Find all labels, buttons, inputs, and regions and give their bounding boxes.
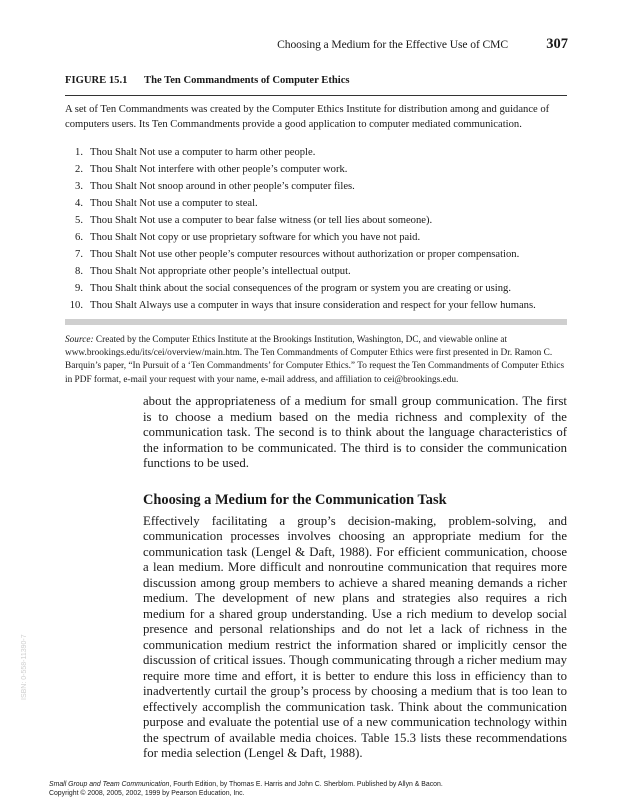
- figure-bottom-bar: [65, 319, 567, 325]
- commandments-list: [65, 144, 567, 314]
- source-text: Created by the Computer Ethics Institute at the Brookings Institution, Washington, DC, and viewable online at www.brookings.edu/its/cei/overview/main.htm. The Ten Commandments of Computer Ethics were first presented in Dr. Ramon C. Barquin’s paper, “In Pursuit of a ‘Ten Commandments’ for Computer Ethics.” To request the Ten Commandments of Computer Ethics in PDF format, e-mail your request with your name, e-mail address, and affiliation to cei@brookings.edu.: [65, 335, 565, 385]
- figure-source: [65, 334, 567, 387]
- item-number: 9.: [75, 283, 83, 294]
- item-text: Thou Shalt Not use a computer to harm other people.: [90, 147, 316, 158]
- section-heading: Choosing a Medium for the Communication Task: [143, 491, 447, 508]
- list-item: [65, 263, 567, 280]
- page-number: 307: [546, 36, 568, 52]
- item-number: 4.: [75, 198, 83, 209]
- body-text: [143, 394, 567, 762]
- item-text: Thou Shalt Not snoop around in other people’s computer files.: [90, 181, 355, 192]
- page-footer: [49, 780, 443, 798]
- list-item: [65, 178, 567, 195]
- item-number: 5.: [75, 215, 83, 226]
- footer-publication: , Fourth Edition, by Thomas E. Harris and John C. Sherblom. Published by Allyn & Bacon.: [169, 781, 443, 788]
- item-number: 2.: [75, 164, 83, 175]
- item-text: Thou Shalt think about the social consequences of the program or system you are creating or using.: [90, 283, 511, 294]
- list-item: [65, 246, 567, 263]
- item-text: Thou Shalt Not interfere with other people’s computer work.: [90, 164, 348, 175]
- section-paragraph: Effectively facilitating a group’s decision-making, problem-solving, and communication processes involves choosing an appropriate medium for the communication task (Lengel & Daft, 1988). For efficient communication, choose a lean medium. More difficult and nonroutine communication that requires more discussion among group members to achieve a shared meaning demands a richer medium. The development of new plans and strategies also requires a rich medium for a shared group understanding. Use a rich medium to develop social presence and personal relationships and do not let a lack of richness in the communication medium restrict the information shared or implicitly censor the discussion of critical issues. Though communicating through a richer medium may require more time and effort, it is better to endure this loss in efficiency than to inadvertently curtail the group’s process by choosing a medium that is too lean to effectively accomplish the communication task. Think about the communication purpose and evaluate the potential use of a new communication technology within the spectrum of available media choices. Table 15.3 lists these recommendations for media selection (Lengel & Daft, 1988).: [143, 513, 567, 760]
- list-item: [65, 212, 567, 229]
- item-number: 7.: [75, 249, 83, 260]
- list-item: [65, 195, 567, 212]
- figure-rule: [65, 95, 567, 96]
- list-item: [65, 297, 567, 314]
- item-text: Thou Shalt Not use a computer to bear false witness (or tell lies about someone).: [90, 215, 433, 226]
- intro-paragraph: about the appropriateness of a medium for small group communication. The first is to choose a medium based on the media richness and complexity of the communication task. The second is to think about the language characteristics of the information to be communicated. The third is to consider the communication functions to be used.: [143, 394, 567, 470]
- isbn-watermark: ISBN: 0-558-11390-7: [21, 634, 28, 700]
- figure-number: FIGURE 15.1: [65, 75, 128, 86]
- item-number: 10.: [69, 300, 83, 311]
- item-number: 1.: [75, 147, 83, 158]
- figure-caption: [65, 75, 567, 91]
- item-text: Thou Shalt Not appropriate other people’s intellectual output.: [90, 266, 351, 277]
- footer-line-1: [49, 780, 443, 789]
- figure-intro: A set of Ten Commandments was created by the Computer Ethics Institute for distribution among and guidance of computers users. Its Ten Commandments provide a good application to computer mediated communication.: [65, 104, 550, 130]
- figure-title: The Ten Commandments of Computer Ethics: [144, 75, 350, 86]
- item-text: Thou Shalt Not use other people’s computer resources without authorization or proper compensation.: [90, 249, 520, 260]
- running-head: [0, 36, 568, 54]
- item-number: 3.: [75, 181, 83, 192]
- source-label: Source:: [65, 335, 94, 345]
- list-item: [65, 144, 567, 161]
- item-text: Thou Shalt Not copy or use proprietary software for which you have not paid.: [90, 232, 421, 243]
- item-text: Thou Shalt Always use a computer in ways that insure consideration and respect for your fellow humans.: [90, 300, 536, 311]
- book-title: Small Group and Team Communication: [49, 781, 170, 788]
- item-number: 6.: [75, 232, 83, 243]
- list-item: [65, 161, 567, 178]
- item-text: Thou Shalt Not use a computer to steal.: [90, 198, 258, 209]
- list-item: [65, 280, 567, 297]
- item-number: 8.: [75, 266, 83, 277]
- running-head-title: Choosing a Medium for the Effective Use of CMC: [277, 38, 508, 51]
- footer-copyright: Copyright © 2008, 2005, 2002, 1999 by Pearson Education, Inc.: [49, 790, 245, 797]
- figure-15-1: [65, 75, 567, 387]
- list-item: [65, 229, 567, 246]
